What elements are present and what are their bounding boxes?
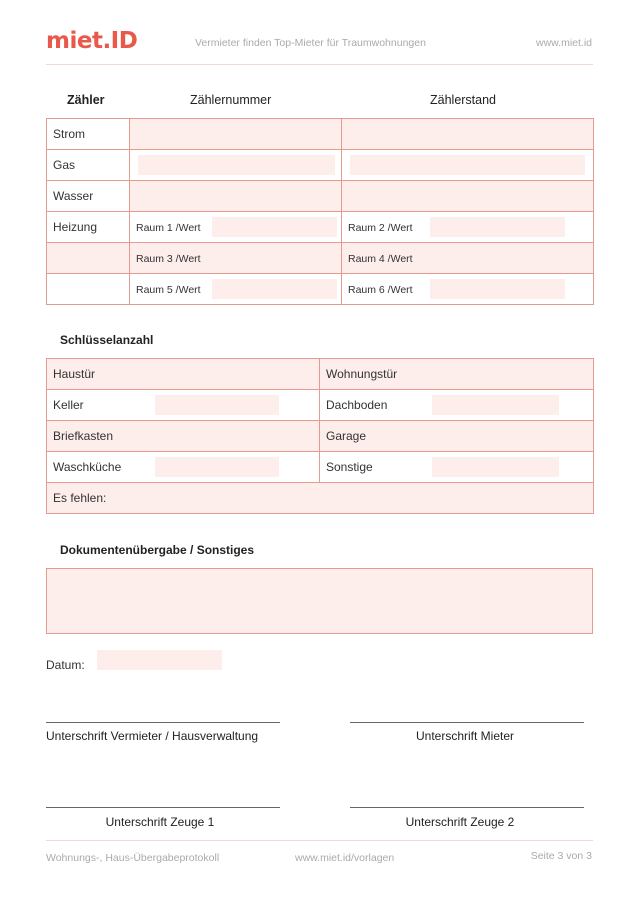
heating-empty-cell xyxy=(47,274,130,305)
meter-table xyxy=(46,118,594,305)
footer-page-number: Seite 3 von 3 xyxy=(530,850,592,862)
signature-line-landlord[interactable] xyxy=(46,722,280,723)
room-label: Raum 2 /Wert xyxy=(348,222,413,234)
waschkueche-field[interactable] xyxy=(155,457,279,477)
signature-label-landlord: Unterschrift Vermieter / Hausverwaltung xyxy=(46,729,259,743)
wasser-reading-field[interactable] xyxy=(342,181,594,212)
gas-number-cell xyxy=(130,150,342,181)
gas-reading-cell xyxy=(342,150,594,181)
heating-room-2-cell xyxy=(342,212,594,243)
heating-room-6-cell xyxy=(342,274,594,305)
key-haustuer[interactable] xyxy=(47,359,320,390)
room-label: Raum 6 /Wert xyxy=(348,284,413,296)
key-label: Haustür xyxy=(53,367,96,381)
table-row xyxy=(47,452,594,483)
footer-divider xyxy=(46,840,593,841)
keller-field[interactable] xyxy=(155,395,279,415)
key-label: Dachboden xyxy=(326,398,388,412)
table-row xyxy=(47,483,594,514)
key-label: Sonstige xyxy=(326,460,373,474)
heating-room-1-cell xyxy=(130,212,342,243)
col-zaehlernummer: Zählernummer xyxy=(190,93,272,107)
footer-url[interactable]: www.miet.id/vorlagen xyxy=(295,852,395,864)
heating-room-4-cell[interactable] xyxy=(342,243,594,274)
table-row xyxy=(47,181,594,212)
header-url[interactable]: www.miet.id xyxy=(535,37,592,49)
keys-title: Schlüsselanzahl xyxy=(60,333,154,347)
table-row xyxy=(47,119,594,150)
key-wohnungstuer[interactable] xyxy=(320,359,594,390)
keys-missing-field[interactable] xyxy=(47,483,594,514)
heating-room-5-cell xyxy=(130,274,342,305)
key-garage[interactable] xyxy=(320,421,594,452)
key-sonstige xyxy=(320,452,594,483)
key-label: Briefkasten xyxy=(53,429,114,443)
key-label: Waschküche xyxy=(53,460,122,474)
table-row xyxy=(47,243,594,274)
date-label: Datum: xyxy=(46,658,85,672)
room-6-field[interactable] xyxy=(430,279,565,299)
documents-field[interactable] xyxy=(46,568,593,634)
header-divider xyxy=(46,64,593,65)
table-row xyxy=(47,421,594,452)
signature-label-witness1: Unterschrift Zeuge 1 xyxy=(105,815,215,829)
signature-line-witness2[interactable] xyxy=(350,807,584,808)
table-row xyxy=(47,359,594,390)
room-label: Raum 3 /Wert xyxy=(136,253,201,265)
key-label: Es fehlen: xyxy=(53,491,107,505)
strom-reading-field[interactable] xyxy=(342,119,594,150)
table-row xyxy=(47,390,594,421)
signature-line-tenant[interactable] xyxy=(350,722,584,723)
meter-label-strom: Strom xyxy=(47,119,130,150)
key-label: Wohnungstür xyxy=(326,367,398,381)
strom-number-field[interactable] xyxy=(130,119,342,150)
logo: miet.ID xyxy=(46,28,138,54)
meter-label-wasser: Wasser xyxy=(47,181,130,212)
room-label: Raum 5 /Wert xyxy=(136,284,201,296)
heating-room-3-cell[interactable] xyxy=(130,243,342,274)
gas-number-field[interactable] xyxy=(138,155,335,175)
gas-reading-field[interactable] xyxy=(350,155,585,175)
col-zaehler: Zähler xyxy=(67,93,105,107)
sonstige-field[interactable] xyxy=(432,457,559,477)
footer-doc-name: Wohnungs-, Haus-Übergabeprotokoll xyxy=(46,852,220,864)
room-2-field[interactable] xyxy=(430,217,565,237)
key-briefkasten[interactable] xyxy=(47,421,320,452)
key-waschkueche xyxy=(47,452,320,483)
wasser-number-field[interactable] xyxy=(130,181,342,212)
dachboden-field[interactable] xyxy=(432,395,559,415)
meter-label-gas: Gas xyxy=(47,150,130,181)
room-1-field[interactable] xyxy=(212,217,337,237)
room-5-field[interactable] xyxy=(212,279,337,299)
keys-table xyxy=(46,358,594,514)
meter-label-heizung: Heizung xyxy=(47,212,130,243)
date-field[interactable] xyxy=(97,650,222,670)
table-row xyxy=(47,150,594,181)
documents-title: Dokumentenübergabe / Sonstiges xyxy=(60,543,255,557)
header-tagline: Vermieter finden Top-Mieter für Traumwohnungen xyxy=(195,37,426,49)
room-label: Raum 1 /Wert xyxy=(136,222,201,234)
key-keller xyxy=(47,390,320,421)
signature-label-witness2: Unterschrift Zeuge 2 xyxy=(405,815,515,829)
col-zaehlerstand: Zählerstand xyxy=(430,93,497,107)
heating-empty-cell xyxy=(47,243,130,274)
table-row xyxy=(47,212,594,243)
key-label: Keller xyxy=(53,398,84,412)
signature-line-witness1[interactable] xyxy=(46,807,280,808)
table-row xyxy=(47,274,594,305)
room-label: Raum 4 /Wert xyxy=(348,253,413,265)
key-dachboden xyxy=(320,390,594,421)
signature-label-tenant: Unterschrift Mieter xyxy=(415,729,515,743)
key-label: Garage xyxy=(326,429,367,443)
